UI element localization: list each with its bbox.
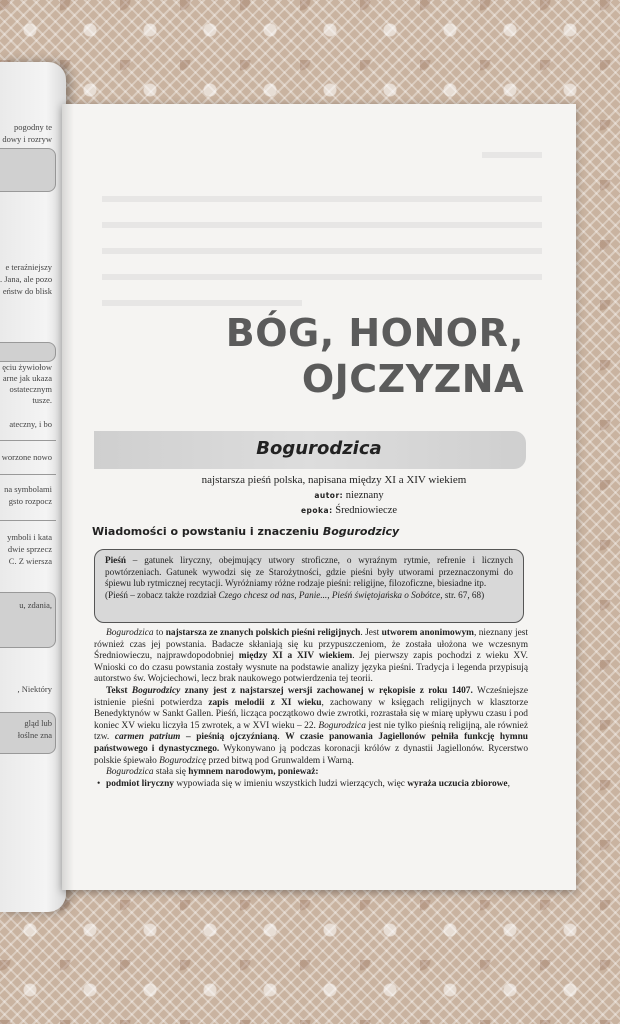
body-text [94, 628, 528, 790]
paragraph-3: Bogurodzica stała się hymnem narodowym, ponieważ: [106, 767, 319, 778]
left-page-rule [0, 474, 56, 475]
left-page-rule [0, 520, 56, 521]
left-page-line: ostatecznym [9, 384, 52, 394]
left-page-line: łoślne zna [17, 730, 52, 740]
list-item: • podmiot liryczny wypowiada się w imieniu wszystkich ludzi wierzących, więc wyraża uczucia zbiorowe, [106, 779, 528, 791]
epoch-label: epoka: [300, 506, 333, 515]
gutter-shadow [62, 104, 74, 890]
bleed-through-text [482, 152, 542, 158]
left-page-line: ęciu żywiołow [2, 362, 52, 372]
bleed-through-text [102, 222, 542, 228]
paragraph-2: Tekst Bogurodzicy znany jest z najstarszej wersji zachowanej w rękopisie z roku 1407. Wcześniejsze istnienie pieśni potwierdza zapis melodii z XI wieku, zachowany w księgach religijnych w klasztorze Benedyktynów w Sankt Gallen. Pieśń, licząca początkowo dwie zwrotki, rozrastała się w miarę upływu czasu i pod koniec XV wieku liczyła 15 zwrotek, a w XVI wieku – 22. Bogurodzica jest nie tylko pieśnią religijną, ale również tzw. carmen patrium – pieśnią ojczyźnianą. W czasie panowania Jagiellonów pełniła funkcję hymnu państwowego i dynastycznego. Wykonywano ją podczas koronacji królów z dynastii Jagiellonów. Rycerstwo polskie śpiewało Bogurodzicę przed bitwą pod Grunwaldem i Warną. [94, 685, 529, 766]
left-page-line: dowy i rozryw [2, 134, 52, 144]
book-page [62, 104, 576, 890]
paragraph-1: Bogurodzica to najstarsza ze znanych polskich pieśni religijnych. Jest utworem anonimowym, nieznany jest również czas jej powstania. Badacze skłaniają się ku przypuszczeniom, że została ułożona we wczesnym Średniowieczu, najprawdopodobniej między XI a XIV wiekiem. Jej pierwszy zapis pochodzi z wieku XV. Wnioski co do czasu powstania zostały wysnute na podstawie analizy języka pieśni. Tradycja i legenda przypisują autorstwo św. Wojciechowi, lecz brak naukowego potwierdzenia tej teorii. [94, 628, 529, 685]
epoch-line [62, 505, 576, 516]
left-page-rule [0, 440, 56, 441]
left-page-line: eństw do blisk [2, 286, 52, 296]
left-page-text [0, 122, 56, 842]
left-page-line: gsto rozpocz [8, 496, 52, 506]
definition-crossref: (Pieśń – zobacz także rozdział Czego chcesz od nas, Panie..., Pieśń świętojańska o Sobótce, str. 67, 68) [105, 589, 485, 600]
work-subtitle: najstarsza pieśń polska, napisana między XI a XIV wiekiem [201, 474, 467, 486]
definition-term: Pieśń [105, 555, 126, 565]
bleed-through-text [102, 300, 302, 306]
definition-box [94, 549, 524, 623]
author-line [62, 490, 576, 501]
reasons-list [94, 779, 528, 791]
left-page-line: ateczny, i bo [9, 419, 52, 429]
left-page-line: u, zdania, [19, 600, 52, 610]
bleed-through-text [102, 196, 542, 202]
left-page-line: arne jak ukaza [2, 373, 52, 383]
left-page-edge [0, 62, 66, 912]
left-page-line: pogodny te [13, 122, 52, 132]
bleed-through-text [102, 274, 542, 280]
left-page-line: C. Z wiersza [8, 556, 52, 566]
left-page-line: e teraźniejszy [5, 262, 52, 272]
left-page-line: ymboli i kata [7, 532, 52, 542]
author-label: autor: [314, 491, 344, 500]
bleed-through-text [102, 248, 542, 254]
left-page-box-top [0, 148, 56, 192]
section-heading: Wiadomości o powstaniu i znaczeniu Bogurodzicy [92, 525, 400, 538]
work-title: Bogurodzica [256, 438, 382, 459]
left-page-line: tusze. [32, 395, 52, 405]
chapter-title [226, 310, 524, 402]
chapter-title-line1: BÓG, HONOR, [225, 311, 524, 355]
author-value: nieznany [345, 490, 384, 501]
definition-text: – gatunek liryczny, obejmujący utwory stroficzne, o wyraźnym rytmie, refrenie i licznych powtórzeniach. Gatunek wywodzi się ze Starożytności, gdzie pieśni były utworami przeznaczonymi do śpiewu lub rytmicznej recytacji. Wyróżniamy różne rodzaje pieśni: religijne, filozoficzne, biesiadne itp. [105, 555, 513, 588]
chapter-title-line2: OJCZYZNA [301, 357, 524, 401]
left-page-line: dwie sprzecz [7, 544, 52, 554]
left-page-line: , Niektóry [17, 684, 52, 694]
left-page-line: . Jana, ale pozo [0, 274, 52, 284]
epoch-value: Średniowiecze [335, 505, 398, 516]
left-page-line: gląd lub [24, 718, 52, 728]
left-page-table-header [0, 342, 56, 362]
left-page-line: na symbolami [4, 484, 52, 494]
left-page-line: worzone nowo [1, 452, 52, 462]
